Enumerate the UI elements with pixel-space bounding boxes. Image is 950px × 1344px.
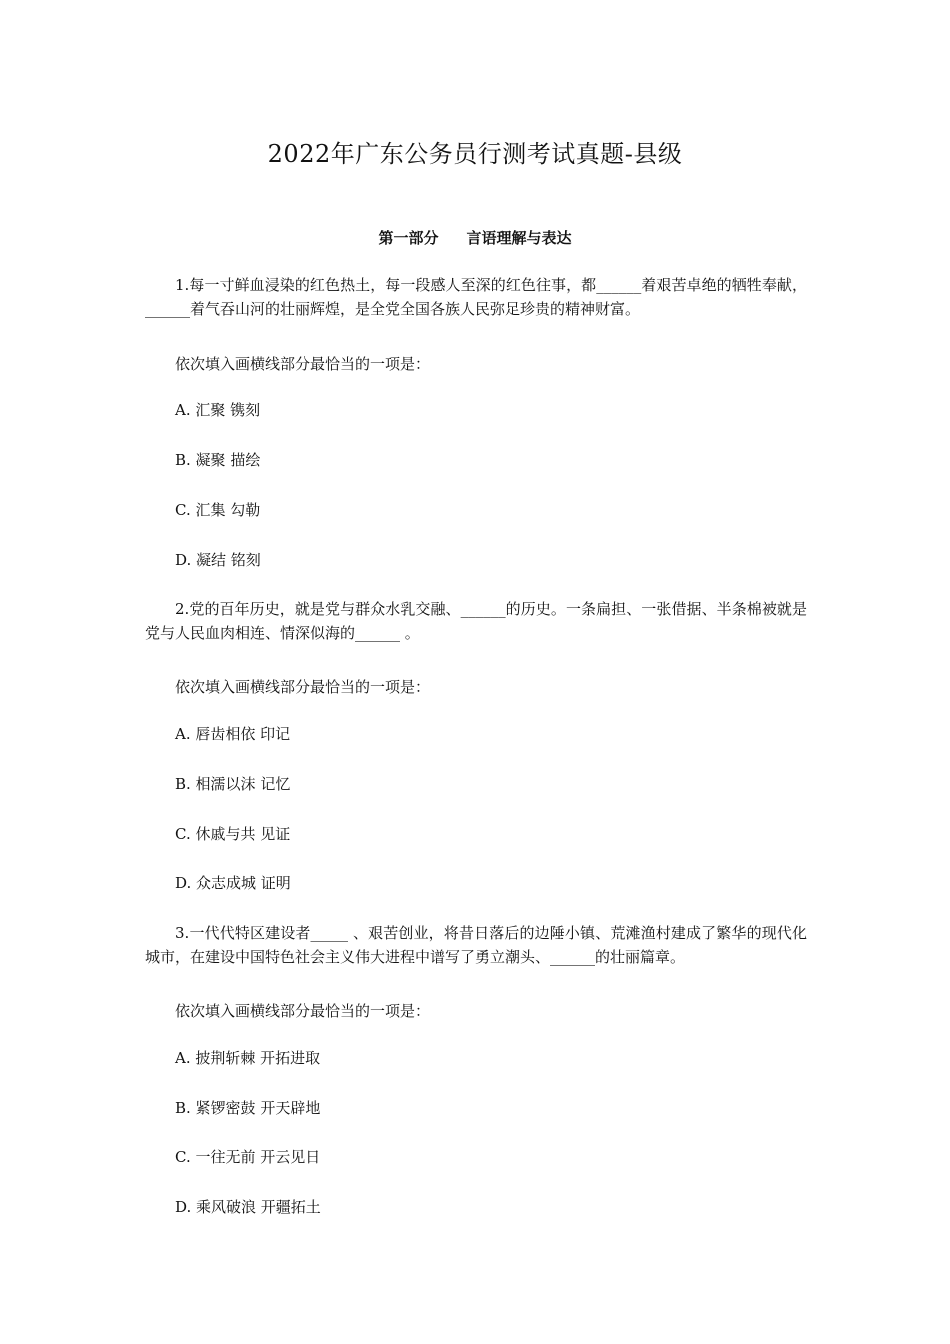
question-2-option-c: C. 休戚与共 见证 [175,825,291,843]
question-1-prompt: 依次填入画横线部分最恰当的一项是： [175,355,431,373]
question-3-stem: 3.一代代特区建设者_____ 、艰苦创业，将昔日落后的边陲小镇、荒滩渔村建成了繁华的现代化城市，在建设中国特色社会主义伟大进程中谱写了勇立潮头、______的壮丽篇章。 [145,924,807,966]
question-2-option-a: A. 唇齿相依 印记 [175,725,291,743]
question-1-option-c: C. 汇集 勾勒 [175,501,261,519]
question-3-option-c: C. 一往无前 开云见日 [175,1148,321,1166]
document-title: 2022年广东公务员行测考试真题-县级 [267,140,683,168]
question-3-option-d: D. 乘风破浪 开疆拓土 [175,1198,321,1216]
section-part: 第一部分 [378,229,439,247]
question-2-prompt: 依次填入画横线部分最恰当的一项是： [175,678,431,696]
question-3-option-a: A. 披荆斩棘 开拓进取 [175,1049,321,1067]
question-1-option-d: D. 凝结 铭刻 [175,551,261,569]
question-3-prompt: 依次填入画横线部分最恰当的一项是： [175,1002,431,1020]
question-1-option-a: A. 汇聚 镌刻 [175,401,261,419]
section-name: 言语理解与表达 [466,229,572,247]
question-3-option-b: B. 紧锣密鼓 开天辟地 [175,1099,321,1117]
question-2-option-b: B. 相濡以沫 记忆 [175,775,291,793]
section-heading [0,227,950,248]
question-2-option-d: D. 众志成城 证明 [175,874,291,892]
question-2-stem: 2.党的百年历史，就是党与群众水乳交融、______的历史。一条扁担、一张借据、半条棉被就是党与人民血肉相连、情深似海的______ 。 [145,600,807,642]
question-1-option-b: B. 凝聚 描绘 [175,451,261,469]
question-1-stem: 1.每一寸鲜血浸染的红色热土，每一段感人至深的红色往事，都______着艰苦卓绝的牺牲奉献，______着气吞山河的壮丽辉煌，是全党全国各族人民弥足珍贵的精神财富。 [145,276,807,318]
